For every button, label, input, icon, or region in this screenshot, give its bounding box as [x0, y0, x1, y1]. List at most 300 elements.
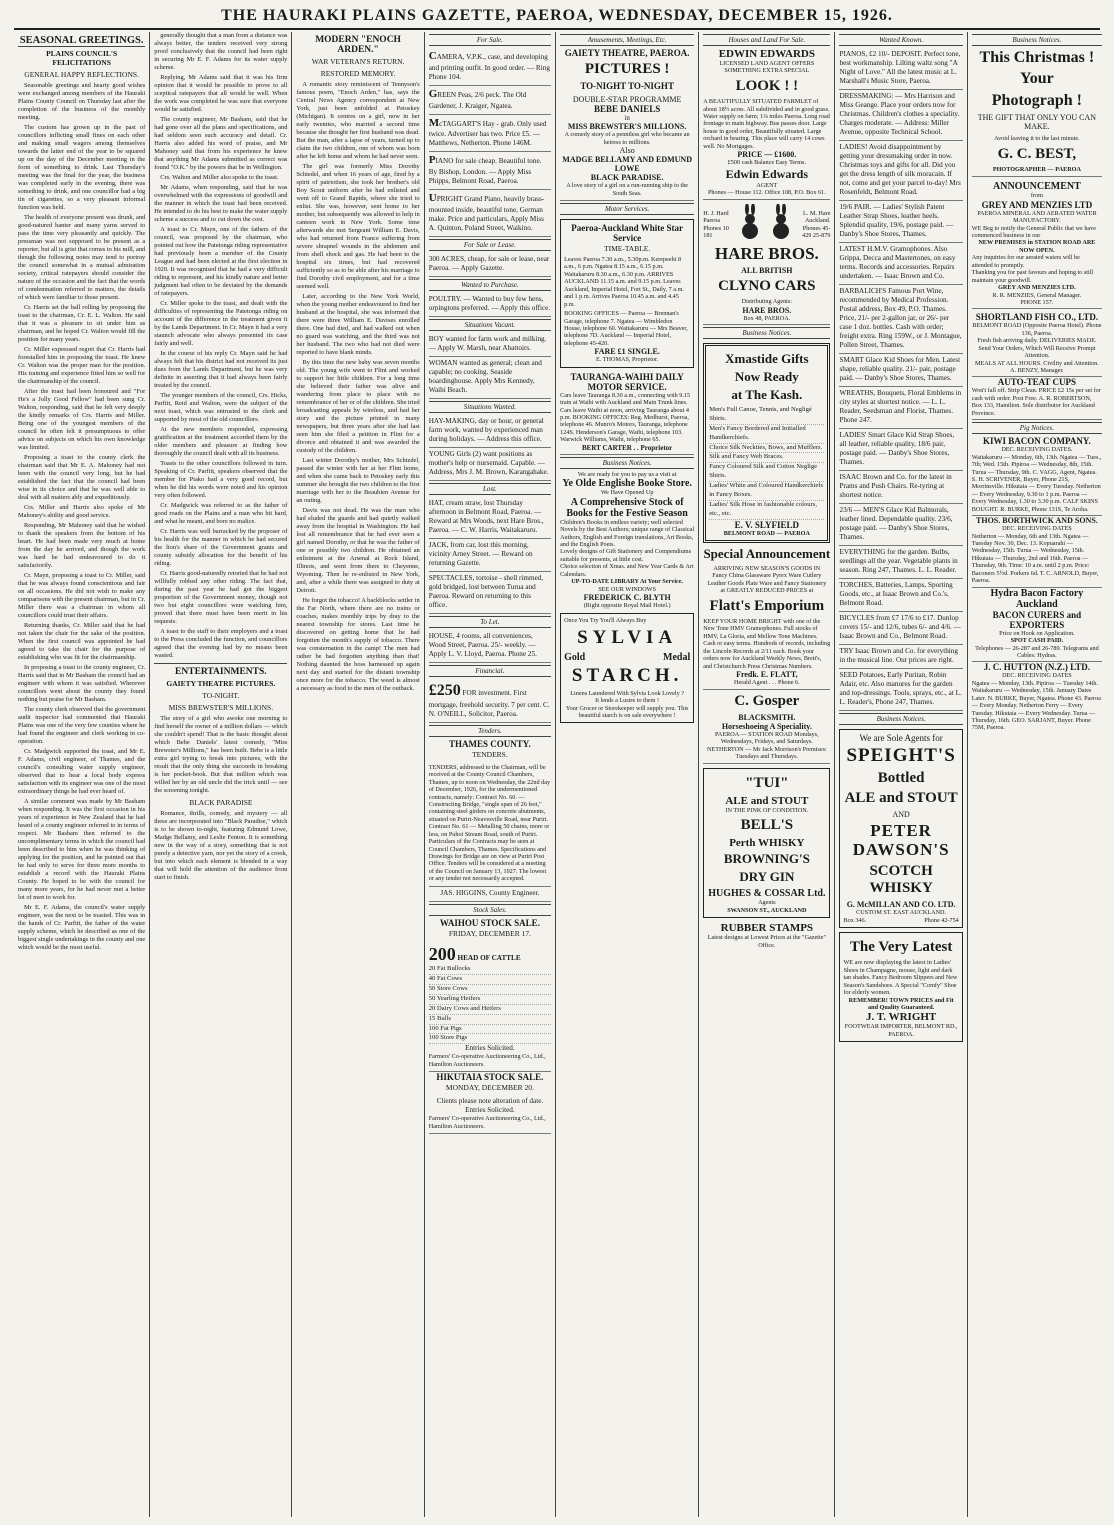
footwear-importer: FOOTWEAR IMPORTER, BELMONT RD., PAEROA. — [844, 1023, 958, 1038]
box-number: Box 346. — [843, 916, 867, 924]
ale-and-stout: ALE and STOUT — [844, 790, 958, 807]
phone-157: PHONE 157. — [972, 299, 1102, 309]
woman-ad: WOMAN wanted as general; clean and capable; no cooking. Seaside boardinghouse. Apply Mrs Kennedy, Waihi Beach. — [429, 357, 551, 399]
enoch-arden-body — [296, 81, 419, 693]
seasonal-article-body — [18, 82, 145, 952]
to-let-heading: To Let. — [429, 616, 551, 628]
classified-ad: DRESSMAKING: — Mrs Harrison and Miss Geange. Place your orders now for Christmas. Children's clothes a speciality. Charges moderate. — Address: Miller Avenue, opposite Technical School. — [839, 90, 962, 141]
herald-agent: Herald Agent . . . Phone 6. — [703, 679, 830, 689]
paragraph: Replying, Mr Adams said that it was his firm opinion that it would be possible to prove to all sceptical ratepayers that all would be well. When the work was completed he was sure that everyone would be satisfied. — [154, 74, 288, 113]
farmers-coop: Farmers' Co-operative Auctioneering Co., Ltd., Hamilton Auctioneers. — [428, 1115, 546, 1130]
edwin-edwards-title: EDWIN EDWARDS — [718, 48, 815, 60]
list-item: 15 Bulls — [429, 1015, 551, 1025]
phone-number: Phone 42-754 — [924, 916, 959, 924]
paragraph: He forgot the tobacco! A backblocks settler in the Far North, where there are no trains or coaches, makes monthly trips by dray to the nearest township for stores. Last time he discovered on getting home that he had forgotten the month's supply of tobacco. There was consternation in the camp! The men had rather be had forgotten anything than that! Nothing daunted the boss harnessed up again next day and started for the distant township once more for the tobacco. The weed is almost a necessary as food to the men of the outback. — [296, 597, 420, 692]
flatt-name: Fredk. E. FLATT, — [736, 670, 798, 680]
classified-ad: TRY Isaac Brown and Co. for everything in the musical line. Our prices are right. — [839, 645, 962, 669]
tenders-heading: Tenders. — [429, 725, 551, 737]
gold-label: Gold — [564, 651, 586, 663]
dropcap: G — [428, 87, 438, 100]
now-ready: Now Ready — [734, 369, 799, 385]
list-item: 50 Yearling Heifers — [429, 995, 551, 1005]
kash-list — [709, 406, 824, 520]
greatly-reduced: at GREATLY REDUCED PRICES at — [720, 587, 814, 595]
bells-brand: BELL'S — [740, 817, 794, 834]
bottled: Bottled — [877, 769, 925, 786]
paragraph: Davis was not dead. He was the man who had eluded the guards and had quietly walked away from the hospital in Washington. He had lost all remembrance that he had ever seen a girl named Dorothy, or that he was the father of one or possibly two children. He obtained an enlistment at the Arsenal at Rock Island, Illinois, and went from there to Cheyenne, Wyoming. Then he re-enlisted in New York, and, after a while there was assigned to duty at Detroit. — [296, 507, 420, 594]
dropcap: U — [428, 192, 437, 204]
rubber-stamps-text: Latest designs at Lowest Prices at the "Gazette" Office. — [707, 934, 826, 949]
black-paradise-heading: BLACK PARADISE — [189, 798, 253, 807]
mcmillan: G. McMILLAN AND CO. LTD. — [846, 900, 956, 910]
wright-name: J. T. WRIGHT — [865, 1011, 937, 1024]
monday-date: MONDAY, DECEMBER 20. — [445, 1083, 534, 1093]
for-sale-heading: For Sale. — [429, 34, 551, 46]
love-story: A love story of a girl on a run-running ship to the South Seas. — [560, 182, 694, 201]
licensed-agent: LICENSED LAND AGENT OFFERS SOMETHING EXTRA SPECIAL — [719, 60, 815, 75]
avoid-leaving: Avoid leaving it to the last minute. — [994, 135, 1080, 143]
white-star-box — [560, 219, 694, 368]
ad-text: FOR investment. First mortgage, freehold security. 7 per cent. C. N. O'NEILL, Solicitor, Paeroa. — [428, 688, 550, 718]
edwards-phones: Phones — House 112. Office 108, P.O. Box 61. — [703, 189, 830, 199]
kash-ad — [703, 343, 830, 543]
xmas-cards: Choice selection of Xmas. and New Year Cards & Art Calendars. — [560, 563, 694, 578]
paragraph: Returning thanks, Cr. Miller said that he had not taken the chair for the sake of the position. When the first council was appointed he had agreed to take the chair for the purpose of establishing who was fit for the chairmanship. — [18, 622, 146, 661]
ready-text: We are ready for you to pay us a visit at — [577, 470, 677, 478]
tui-brand: "TUI" — [745, 774, 789, 791]
pig-notices-heading: Pig Notices. — [972, 422, 1102, 434]
classified-ad: PIANOS, £2 10/- DEPOSIT. Perfect tone, best workmanship. Lilting waltz song "A Night of Love." All the latest music at L. Marshall's Music Store, Paeroa. — [839, 48, 962, 90]
kiwi-bacon: KIWI BACON COMPANY. — [983, 436, 1091, 447]
list-item: Fancy Coloured Silk and Cotton Neglige Shirts. — [709, 463, 824, 482]
hydra-telephones: Telephones — 26-287 and 26-789. Telegrams and Cables: Hydras. — [972, 645, 1102, 663]
gift-line: THE GIFT THAT ONLY YOU CAN MAKE. — [977, 113, 1097, 132]
classified-ad: SEED Potatoes, Early Puritan, Robin Adair, etc. Also manures for the garden and top-dressings. Tools, sprays, etc., at L. L. Reader's, Phone 247, Thames. — [839, 669, 962, 711]
jack-ad: JACK, from car, lost this morning, vicinity Arney Street. — Reward on returning Gazette. — [429, 539, 551, 572]
dec-receiving-3: DEC. RECEIVING DATES — [1002, 672, 1072, 680]
hare-bros-logo: HARE BROS. — [714, 243, 819, 263]
haymaking-ad: HAY-MAKING, day or hour, or general farm work, wanted by experienced man during holidays. — Address this office. — [429, 415, 551, 448]
classified-ad — [429, 190, 551, 237]
fresh-fish: Fresh fish arriving daily. DELIVERIES MADE. Send Your Orders, Which Will Receive Prompt Attention. — [977, 337, 1097, 360]
paragraph: Cr. Miller expressed regret that Cr. Harris had forestalled him in proposing the toast. He knew Cr. Walton was the proper man for the position. His training and experience fitted him so well for the chairmanship of the council. — [18, 346, 146, 385]
list-item: 40 Fat Cows — [429, 975, 551, 985]
column-5 — [556, 32, 699, 1517]
shortland-fish: SHORTLAND FISH CO., LTD. — [975, 312, 1099, 323]
paragraph: The story of a girl who awoke one morning to find herself the owner of a million dollars — which she couldn't spend! That is the basic thought about which Bebe Daniels' latest comedy, "Miss Brewster's Millions," has been built. Bebe is a little extra girl trying to break into pictures, with the result that the only thing she succeeds in breaking is her pocket-book. But that million which was willed her by an old uncle did the trick until — see the screening tonight. — [154, 715, 288, 794]
box-phone-row — [843, 917, 958, 924]
ad-text: cTAGGART'S Hay - grab. Only used twice. Advertiser has two. Price £5. — Matthews, Netherton. Phone 146M. — [428, 119, 547, 148]
lost-heading: Lost. — [429, 483, 551, 495]
madge-edmund: MADGE BELLAMY AND EDMUND LOWE — [562, 155, 692, 174]
cattle-list — [429, 965, 551, 1044]
paragraph: The younger members of the council, Crs. Hicks, Parfitt, Reid and Walton, were the subject of the next toast, which was entrusted to the clerk and supported by most of the old councillors. — [154, 392, 288, 423]
swanson-st: SWANSON ST., AUCKLAND — [727, 906, 807, 914]
kiwi-dates: Waitakaruru — Monday, 6th, 13th. Ngatea — Tues., 7th; Wed. 15th. Pipiroa — Wednesday, 8th, 15th. Turua — Thursday, 9th. C. VAGG, Agent, Ngatea. S. H. SCRIVENER, Buyer, Phone 21S, Morrinsville. Hikutaia — Every Tuesday. Netherton — Every Wednesday, 9.30 to 1 p.m. Paeroa — Every Wednesday, 1.30 to 3.30 p.m. CALF SKINS BOUGHT. R. BURKE, Phone 131S, Te Aroha. — [972, 454, 1102, 517]
inquiries-text: Any inquiries for our aerated waters will be attended to promptly. — [971, 254, 1080, 269]
waihou-heading: WAIHOU STOCK SALE. — [439, 917, 540, 928]
classified-ad: LADIES' Smart Glace Kid Strap Shoes, all leather, reliable quality, 18/6 pair, postage paid. — Danby's Shoe Stores, Thames. — [839, 429, 962, 471]
xmastide-gifts: Xmastide Gifts — [725, 351, 809, 367]
reflections-subtitle: GENERAL HAPPY REFLECTIONS. — [24, 70, 139, 79]
special-announcement: Special Announcement — [703, 546, 831, 562]
classified-ad: EVERYTHING for the garden. Bulbs, seedlings all the year. Vegetable plants in season. Ring 247, Thames. L. L. Reader. — [839, 546, 962, 579]
entertainments-title: ENTERTAINMENTS. — [154, 663, 287, 677]
custom-st: CUSTOM ST. EAST AUCKLAND. — [856, 909, 947, 917]
gaiety-subtitle: GAIETY THEATRE PICTURES. — [166, 679, 276, 688]
pictures-heading: PICTURES ! — [584, 61, 670, 77]
gc-best: G. C. BEST, — [997, 145, 1077, 162]
ad-text: AMERA, V.P.K., case, and developing and printing outfit. In good order. — Ring Phone 104. — [428, 53, 550, 81]
tenders-subheading: TENDERS. — [472, 749, 508, 759]
perth-whisky: Perth WHISKY — [729, 837, 805, 850]
farmlet-price: PRICE — £1600. — [737, 150, 797, 160]
list-item: Ladies' White and Coloured Handkerchiefs in Fancy Boxes. — [709, 482, 824, 501]
sylvia-starch-ad — [560, 613, 694, 723]
hare-bros-illustration — [703, 204, 830, 240]
classified-ad: TORCHES, Batteries, Lamps, Sporting Goods, etc., at Isaac Brown and Co.'s, Belmont Road. — [839, 579, 962, 612]
ad-text: REEN Peas, 2/6 peck. The Old Gardener, J. Kraiger, Ngatea. — [428, 90, 527, 110]
timetable-label: TIME-TABLE. — [604, 244, 651, 253]
paragraph: Last winter Dorothy's mother, Mrs Schiedel, passed the winter with her at her Flint home, and when she came back to Petoskey early this summer she brought the two children to the first marriage with her to the Beaubien Avenue for an outing. — [296, 457, 420, 504]
column-7 — [835, 32, 967, 1517]
cattle-ad — [429, 941, 551, 1073]
dry-gin: DRY GIN — [739, 869, 795, 885]
list-item: Ladies' Silk Hose in fashionable colours, etc., etc. — [709, 501, 824, 520]
all-british: ALL BRITISH — [741, 266, 793, 276]
paragraph: At the new members responded, expressing gratification at the treatment accorded them by the older members and pleasure at finding how thoroughly the council dealt with all its business. — [154, 426, 288, 457]
look-heading: LOOK ! ! — [735, 77, 799, 94]
column-6 — [699, 32, 835, 1517]
classified-ad: SMART Glace Kid Shoes for Men. Latest shape, reliable quality. 21/- pair, postage paid. — Danby's Shoe Stores, Thames. — [839, 354, 962, 387]
paragraph: By this time the new baby was seven months old. The young wife went to Flint and worked to support her little children. For a long time she believed their father was alive and wandering from place to place with no remembrance of her or of the children. She tried broadcasting appeals by wireless, and had her story and the picture printed in many newspapers, but three years after she had last seen him she filed a petition in Flint for a divorce and obtained it and was awarded the custody of the children. — [296, 359, 420, 454]
list-item: 50 Store Cows — [429, 985, 551, 995]
amusements-heading: Amusements, Meetings, Etc. — [560, 34, 694, 46]
fare: FARE £1 SINGLE. — [594, 347, 660, 357]
auto-teat-text: Won't fall off. Strip Clean. PRICE £2 15s per set for cash with order. Post Free. A. R. ROBERTSON, Box 133, Hamilton. Sole distributor for Auckland Province. — [972, 387, 1102, 420]
dec-receiving-2: DEC. RECEIVING DATES — [1002, 525, 1072, 533]
grey-menzies: GREY AND MENZIES LTD — [981, 199, 1093, 210]
farmlet-description: A BEAUTIFULLY SITUATED FARMLET of about 18½ acres. All subdivided and in good grass. Water supply on farm; 1¼ miles Paeroa. Long road frontage to main highway. Bus passes door. Large house in good order, Beautifully situated. Large orchard in bearing. This place will carry 14 cows well. No Mortgages. — [703, 98, 830, 150]
black-paradise: BLACK PARADISE. — [590, 173, 664, 183]
horseshoeing: Horseshoeing A Speciality. — [721, 721, 812, 731]
thanks-text: Thanking you for past favours and hoping to still maintain your goodwill. — [971, 269, 1094, 284]
netherton-premises: NETHERTON — Mr Jack Morrison's Premises: Tuesdays and Thursdays. — [703, 746, 830, 764]
distributing-agents: Distributing Agents: — [741, 298, 793, 306]
town-prices: REMEMBER! TOWN PRICES and Fit and Quality Guaranteed. — [848, 996, 954, 1012]
comedy-blurb: A comedy story of a penniless girl who became an heiress to millions. — [564, 131, 690, 146]
paragraph: Proposing a toast to the county clerk the chairman said that Mr E. A. Mahoney had not been with the council very long, but he had established the fact that the council had been wise in its choice and that he was well able to deal with all matters ably and expeditiously. — [18, 454, 146, 501]
speights-ad — [839, 729, 962, 928]
black-paradise-body — [154, 810, 287, 882]
library: UP-TO-DATE LIBRARY At Your Service. — [571, 578, 684, 586]
millions-heading: MISS BREWSTER'S MILLIONS. — [168, 703, 274, 712]
ad-text: IANO for sale cheap. Beautiful tone. By Bishop, London. — Apply Miss Phipps, Belmont Road, Paeroa. — [428, 157, 542, 185]
meals-all-hours: MEALS AT ALL HOURS. Civility and Attention. A. BENZY, Manager. — [972, 360, 1102, 378]
shoes-text: WE are now displaying the latest in Ladies' Shoes in Champagne, mouse, light and dark tan shades. Fancy Bedroom Slippers and New Season's Sandshoes. A Special "Comfy" Shoe for elderly women. — [843, 959, 958, 997]
farmers-coop: Farmers' Co-operative Auctioneering Co., Ltd., Hamilton Auctioneers. — [428, 1053, 546, 1068]
in-label: in — [624, 114, 630, 123]
scotch-whisky: SCOTCH WHISKY — [869, 862, 933, 897]
opened-up: We Have Opened Up — [600, 489, 654, 497]
houses-land-heading: Houses and Land For Sale. — [703, 34, 830, 46]
and-label: AND — [892, 810, 910, 820]
friday-date: FRIDAY, DECEMBER 17. — [448, 928, 531, 938]
sole-agents: We are Sole Agents for — [859, 733, 943, 743]
blyth-address: (Right opposite Royal Mail Hotel.) — [583, 602, 671, 609]
station-road: PAEROA — STATION ROAD Mondays, Wednesdays, Fridays, and Saturdays. — [715, 730, 819, 746]
classified-ad: 23/6 — MEN'S Glace Kid Balmorals, leather lined. Dependable quality. 23/6, postage paid. — Danby's Shoe Stores, Thames. — [839, 504, 962, 546]
booking-offices: BOOKING OFFICES — Paeroa — Brennan's Garage, telephone 7. Ngatea — Wimbledon House, telephone 60. Waitakaruru — Mrs Beaver, telephone 7D. Auckland — Imperial Hotel, telephone 45-420. — [564, 310, 688, 347]
list-item: 20 Dairy Cows and Heifers — [429, 1005, 551, 1015]
classified-ad: 19/6 PAIR. — Ladies' Stylish Patent Leather Strap Shoes, leather heels. Splendid quality, 19/6, postage paid. — Danby's Shoe Stores, Thames. — [839, 201, 962, 243]
childrens-books: Children's Books in endless variety; well selected Novels by the Best Authors; unique range of Classical Authors, English and Foreign translations, Art Books, and the English Poets. — [560, 518, 695, 548]
dropcap: M — [428, 116, 440, 129]
paragraph: Cr. Madgwick supported the toast, and Mr E. F. Adams, civil engineer, of Thames, and the council's consulting water supply engineer, observed that to hear a local body express satisfaction with its engineer was one of the most extraordinary things he had ever heard of. — [18, 748, 146, 795]
auto-teat-cups: AUTO-TEAT CUPS — [997, 377, 1077, 388]
paragraph: Cr. Harris set the ball rolling by proposing the toast to the chairman, Cr. E. L. Walton. He said that it was a pleasure to sit under him as chairman, and he hoped Cr. Walton would fill the position for many years. — [18, 304, 146, 343]
at-the-kash: at The Kash. — [731, 387, 803, 403]
hare-icon — [769, 204, 793, 240]
spot-cash: SPOT CASH PAID. — [1010, 637, 1064, 645]
council-subtitle: PLAINS COUNCIL'S FELICITATIONS — [46, 49, 118, 67]
financial-heading: Financial. — [429, 665, 551, 677]
paragraph: The custom has grown up in the past of councillors inflicting small fines on each other and making small wagers among themselves towards the latter end of the year to be squared up on the day of the December meeting in the form of something to drink. Last Thursday's meeting was the final for the year, the business was completed early in the evening, there was something to drink, and one councillor had a big tin of cigarettes, so a very pleasant informal function was held. — [18, 124, 146, 211]
starch-label: STARCH. — [571, 664, 683, 686]
house-ad: HOUSE, 4 rooms, all conveniences, Wood Street, Paeroa. 25/- weekly. — Apply L. V. Lloyd, Paeroa. Phone 25. — [429, 630, 551, 663]
wanted-known-heading: Wanted Known. — [839, 34, 962, 46]
classified-ad — [429, 115, 551, 153]
hare-box: Box 48, PAEROA. — [703, 315, 830, 325]
acres-ad: 300 ACRES, cheap, for sale or lease, near Paeroa. — Apply Gazette. — [429, 253, 551, 277]
gaiety-theatre: GAIETY THEATRE, PAEROA. — [564, 48, 690, 58]
comprehensive-stock: A Comprehensive Stock of Books for the Festive Season — [566, 496, 688, 519]
classified-ad — [429, 152, 551, 190]
list-item: Men's Fancy Bordered and Initialled Handkerchiefs. — [709, 425, 824, 444]
paragraph: A toast to Cr. Mayn, one of the fathers of the council, was proposed by the chairman, who pointed out how the Patetonga riding representative had previously been a member of the County League and had been elected at the first election in 1920. It was recognised that he had a very difficult riding to represent, and his kindly nature and better judgment had often to be deviated by the demands of ratepayers. — [154, 226, 288, 297]
paragraph: A toast to the staff to their employers and a toast to the Press concluded the function, and councillors agreed that the evening had by no means been wasted. — [154, 628, 288, 659]
list-item: 100 Fat Pigs — [429, 1025, 551, 1035]
stock-sales-heading: Stock Sales. — [429, 904, 551, 916]
masthead: THE HAURAKI PLAINS GAZETTE, PAEROA, WEDNESDAY, DECEMBER 15, 1926. — [14, 4, 1100, 30]
business-notices-heading: Business Notices. — [560, 457, 694, 469]
tonight: TO-NIGHT TO-NIGHT — [580, 81, 674, 92]
dropcap: P — [428, 154, 436, 167]
price-on-hook: Price on Hook on Application. — [999, 629, 1075, 637]
photographer: PHOTOGRAPHER — PAEROA — [972, 166, 1102, 177]
announcement: ANNOUNCEMENT — [993, 181, 1081, 193]
millions-title: MISS BREWSTER'S MILLIONS. — [567, 122, 687, 132]
paragraph: Mr E. F. Adams, the council's water supply engineer, was the next to be toasted. This was in the hands of Cr. Parfitt, the father of the water supply scheme, which he described as one of the biggest single undertakings in the county and one which would be the most useful. — [18, 904, 146, 951]
business-notices-heading: Business Notices. — [839, 713, 962, 725]
paragraph: The health of everyone present was drunk, and good-natured banter and many yarns served to pass the time very pleasantly and quickly. The pressman was not supposed to be present as a reporter, but all is grist that comes to his mill, and though the following notes may tend to portray the council somewhat in a mutual admiration society, critical ratepayers should consider the nature of the occasion and the fact that the words of condemnation referred to matters, the details of which were familiar to those present. — [18, 214, 146, 301]
brownings-brand: BROWNING'S — [723, 851, 810, 867]
list-item: Choice Silk Neckties, Bows, and Mufflers. — [709, 444, 824, 454]
grocer-text: Your Grocer or Storekeeper will supply you. This beautiful starch is on sale everywhere ! — [565, 704, 689, 719]
entries-solicited: Entries Solicited. — [465, 1106, 515, 1115]
sylvia-brand: SYLVIA — [577, 626, 678, 648]
seasonal-greetings-title: SEASONAL GREETINGS. — [19, 35, 144, 46]
situations-vacant-heading: Situations Vacant. — [429, 319, 551, 331]
paragraph: Cr. Mayn, proposing a toast to Cr. Miller, said that he was always found conscientious and fair on all occasions. He did not wish to make any comparisons with the present chairman, but in Cr. Miller there was a chairman in whom all councillors could trust their affairs. — [18, 572, 146, 619]
slyfield-address: BELMONT ROAD — PAEROA — [723, 529, 810, 537]
paragraph: Mr Adams, when responding, said that he was overwhelmed with the expressions of goodwill and the manner in which the toast had been received. He intended to do his best to make the water supply scheme a success and to cut down the cost. — [154, 184, 288, 223]
paragraph: Responding, Mr Mahoney said that he wished to thank the speakers from the bottom of his heart. He had been made very much at home from the day he arrived, and though the work was hard he had endeavoured to do it satisfactorily. — [18, 522, 146, 569]
shortland-address: BELMONT ROAD (Opposite Paeroa Hotel). Phone 136, Paeroa. — [972, 322, 1102, 337]
young-girls-ad: YOUNG Girls (2) want positions as mother's help or nursemaid. Capable. — Address, Mrs J. M. Brown, Karangahake. — [429, 448, 551, 481]
hare-icon — [738, 204, 762, 240]
your-label: Your — [1020, 70, 1054, 88]
paragraph: Toasts to the other councillors followed in turn. Speaking of Cr. Parfitt, speakers observed that the member for Piako had a very good record, but when he did his words were noted and his opinion very often followed. — [154, 460, 288, 499]
borthwick-dates: Netherton — Monday, 6th and 13th. Ngatea — Tuesday Nov. 30, Dec. 13. Kopuarahi — Wednesday, 15th. Turua — Wednesday, 15th. Hikutaia — Thursday, 2nd and 16th. Paeroa — Thursday, 9th. Time: 10 a.m. until 2 p.m. Price: Baconers 5½d. Porkers 6d. T. C. ARNOLD, Buyer, Paeroa. — [972, 533, 1102, 588]
seasonal-article-continued — [154, 32, 287, 660]
lustre-text: It lends a Lustre to them ! — [595, 697, 660, 705]
olde-englishe-booke: Ye Olde Englishe Booke Store. — [562, 478, 692, 490]
ad-text: PRIGHT Grand Piano, heavily brass-mounted inside, beautiful tone, German make. Price and particulars, Apply Miss A. Quinton, Poland Street, Waikino. — [428, 195, 545, 232]
motor-services-heading: Motor Services. — [560, 203, 694, 215]
paragraph: Seasonable greetings and hearty good wishes were exchanged among members of the Hauraki Plains County Council on Thursday last after the completion of the business of the monthly meeting. — [18, 82, 146, 121]
paragraph: Cr. Madgwick was referred to as the father of good roads on the Plains and a man who hit hard, and what he meant, and bore no malice. — [154, 502, 288, 525]
ale-stout: ALE and STOUT — [725, 794, 809, 807]
gosper-name: C. Gosper — [734, 692, 800, 709]
list-item: Men's Full Canoe, Tennis, and Negligé Shirts. — [709, 406, 824, 425]
poultry-ad: POULTRY. — Wanted to buy few hens, orpingtons preferred. — Apply this office. — [429, 293, 551, 317]
boy-ad: BOY wanted for farm work and milking. — Apply W. Marsh, near Abattoirs. — [429, 333, 551, 357]
agent-label: AGENT — [756, 181, 778, 189]
balance-terms: £500 cash Balance Easy Terms. — [727, 159, 806, 167]
enoch-arden-title: MODERN "ENOCH ARDEN." — [315, 35, 401, 55]
bacon-curers: BACON CURERS and EXPORTERS — [992, 609, 1082, 630]
lm-hare-contact: L. M. Hare Auckland. Phones 45-429 25-879 — [802, 209, 831, 240]
speights-brand: SPEIGHT'S — [846, 745, 956, 766]
entries-solicited: Entries Solicited. — [465, 1044, 515, 1053]
cattle-count: 200 — [428, 943, 456, 964]
paragraph: The girl was formerly Miss Dorothy Schiedel, and when 16 years of age, fired by a spirit of patriotism, she took her brother's old Boy Scout uniform after he had enlisted and went off to Grand Rapids, where she tried to enlist. She was, however, sent home to her mother, but subsequently was allowed to help in canteen work in New York. Some time afterwards she met Sergeant William E. Davis, who had returned from France suffering from severe shrapnel wounds in the abdomen and from shell shock and gas. He had been to the hospital six times, but had recovered sufficiently so as to be able after his marriage to find Dorothy civil employment, and for a time seemed well. — [296, 163, 420, 290]
this-christmas: This Christmas ! — [979, 49, 1095, 66]
business-notices-heading: Business Notices. — [703, 327, 830, 339]
tui-ale-ad — [703, 768, 830, 919]
thomas-proprietor: E. THOMAS, Proprietor. — [596, 356, 659, 364]
business-notices-heading: Business Notices. — [972, 34, 1102, 46]
arriving: ARRIVING NEW SEASON'S GOODS IN — [713, 565, 821, 573]
financial-ad — [429, 679, 551, 723]
gift-stationery: Lovely designs of Gift Stationery and Compendiums suitable for presents, at little cost. — [560, 548, 692, 563]
column-2 — [150, 32, 292, 1517]
column-3 — [292, 32, 424, 1517]
gold-medal-row — [564, 652, 690, 663]
column-4 — [425, 32, 556, 1517]
paragraph: Crs. Miller and Harris also spoke of Mr Mahoney's ability and good service. — [18, 504, 146, 519]
paragraph: Romance, thrills, comedy, and mystery — all these are incorporated into "Black Paradise," which is to be shown to-night, featuring Edmund Lowe, Madge Bellamy, and Leslie Fenton. It is something new in the way of a story, something that is not purely a detective yarn, nor yet the story of a crook, but into which each element is blended in a way that will hold the attention of the audience from start to finish. — [154, 810, 288, 881]
column-1 — [14, 32, 150, 1517]
paragraph: After the toast had been honoured and "For He's a Jolly Good Fellow" had been sung Cr. Walton, responding, said that he felt very deeply the kindly remarks of Crs. Harris and Miller. Being one of the youngest members of the council he often felt it presumptuous to offer advice on subjects on which his own knowledge was limited. — [18, 388, 146, 451]
classified-ad: LADIES! Avoid disappointment by getting your dressmaking order in now. Christmas toys and gifts for all. Did you get the dress length of silk moracain. If not, come and get your parcel to-day! Mrs Rosenfeldt, Belmont Road. — [839, 141, 962, 201]
agents-label: Agents — [758, 899, 776, 907]
borthwick-sons: THOS. BORTHWICK AND SONS. — [976, 516, 1098, 526]
spectacles-ad: SPECTACLES, tortoise - shell rimmed, gold bridged, lost between Turua and Paeroa. Reward on returning to this office. — [429, 572, 551, 614]
once-you-try: Once You Try You'll Always Buy — [564, 617, 647, 625]
hikutaia-ad — [429, 1095, 551, 1134]
peter-dawsons: PETER DAWSON'S — [852, 821, 950, 860]
hikutaia-heading: HIKUTAIA STOCK SALE. — [436, 1072, 544, 1083]
flatts-emporium: Flatt's Emporium — [709, 597, 825, 614]
wanted-purchase-heading: Wanted to Purchase. — [429, 279, 551, 291]
hare-bros-name: HARE BROS. — [742, 305, 792, 315]
paragraph: Cr. Harris was well barracked by the proposer of his health for the manner in which he had secured the lion's share of the Government grants and county subsidy allocation for the benefit of his riding. — [154, 528, 288, 567]
clients-note: Clients please note alteration of date. — [436, 1097, 544, 1106]
medal-label: Medal — [663, 651, 691, 663]
pink-condition: IN THE PINK OF CONDITION. — [725, 806, 809, 814]
paragraph: The county engineer, Mr Basham, said that he had gone over all the plans and specifications, and had seldom seen such accuracy and detail. Cr. Harris also added his word of praise, and Mr Mahoney said that from his experience he knew that anything Mr Adams submitted as correct was found "O.K." by the powers that be in Wellington. — [154, 116, 288, 171]
very-latest: The Very Latest — [849, 939, 953, 956]
paragraph: In the course of his reply Cr. Mayn said he had always felt that his district had not received its just dues from the Lands Department, but he was very definite in asserting that it had always been fairly treated by the council. — [154, 350, 288, 389]
see-windows: SEE OUR WINDOWS — [598, 585, 656, 593]
white-star-title: Paeroa-Auckland White Star Service — [571, 223, 683, 243]
notify-text: WE Beg to notify the General Public that we have commenced business in our — [971, 224, 1097, 240]
bebe-daniels: BEBE DANIELS — [594, 104, 661, 115]
hughes-cossar: HUGHES & COSSAR Ltd. — [708, 888, 826, 900]
linens-text: Linens Laundered With Sylvia Look Lovely ? — [570, 689, 684, 697]
paragraph: generally thought that a man from a distance was always better, the tenders received very strong proof conclusively that the council had been right in securing Mr E. F. Adams for its water supply scheme. — [154, 32, 288, 71]
double-star: DOUBLE-STAR PROGRAMME — [572, 95, 682, 105]
list-item: 20 Fat Bullocks — [429, 965, 551, 975]
classified-ad: ISAAC Brown and Co. for the latest in Prams and Push Chairs. Re-tyring at shortest notice. — [839, 471, 962, 504]
situations-wanted-heading: Situations Wanted. — [429, 401, 551, 413]
column-8 — [968, 32, 1106, 1517]
paragraph: Crs. Walton and Miller also spoke to the toast. — [160, 174, 279, 181]
classified-ad — [429, 48, 551, 86]
columns — [14, 32, 1106, 1517]
paragraph: A similar comment was made by Mr Basham when responding. It was the first occasion in his years of experience in New Zealand that he had heard of a county engineer referred to in terms of respect. Mr Basham then referred to the uncomplimentary terms in which the council had been described to him when he was thinking of applying for the position, and he pointed out that he had only to serve for three more months to establish a record with the Hauraki Plains County. He hoped to be with the council for many more years, for he had never met a better lot of men to work for. — [18, 798, 146, 901]
wright-footwear-ad — [839, 932, 962, 1042]
paragraph: Cr. Harris good-naturedly retorted that he had not willfully robbed any other riding. The fact that, during the past year he had got the biggest proportion of the Government money, though not two but eight councillors were watching him, proved that there must have been merit in his requests. — [154, 570, 288, 625]
tender-text: TENDERS, addressed to the Chairman, will be received at the County Council Chambers, Thames, up to noon on Wednesday, the 22nd day of December, 1926, for the undermentioned contracts, namely: Contract No. 60. — Constructing Bridge, "single span of 26 feet," containing steel girders on concrete abutments, situated on Puriri-Neavesville Road, near Puriri. Contract No. 61 — Metalling 50 chains, more or less, on Puhoi Stream Road, south of Puriri. Particulars of the Contracts may be seen at Council Chambers, Thames. Specifications and Drawings for Bridge are on view at Puriri Post Office. Tenders will be considered at a meeting of the Council on January 13, 1927. The lowest or any tender not necessarily accepted. — [429, 762, 551, 887]
entertainments-body — [154, 715, 287, 795]
slyfield-name: E. V. SLYFIELD — [734, 519, 800, 530]
classified-ad: BICYCLES from £7 17/6 to £17. Dunlop covers 15/- and 12/6, tubes 6/- and 4/6. — Isaac Brown and Co., Belmont Road. — [839, 612, 962, 645]
paragraph: The county clerk observed that the government audit inspector had commented that Hauraki Plains was one of the very few counties where he had found the engineer and clerk working in co-operation. — [18, 706, 146, 745]
restored-memory-subtitle: RESTORED MEMORY. — [320, 69, 396, 78]
tender-signature: JAS. HIGGINS, County Engineer. — [429, 887, 551, 902]
classified-ad: LATEST H.M.V. Gramophones. Also Grippa, Decca and Mastertones, on easy terms. Records and accessories. Repairs undertaken. — Isaac Brown and Co. — [839, 243, 962, 285]
amount: £250 — [428, 681, 461, 699]
for-sale-lease-heading: For Sale or Lease. — [429, 239, 551, 251]
classified-ad — [429, 86, 551, 115]
grey-menzies-ltd: GREY AND MENZIES LTD. — [998, 284, 1076, 292]
tauranga-waihi-title: TAURANGA-WAIHI DAILY MOTOR SERVICE. — [570, 371, 684, 392]
bert-carter: BERT CARTER . . Proprietor — [560, 444, 694, 455]
dec-receiving: DEC. RECEIVING DATES. — [1001, 446, 1073, 454]
tonight-subtitle: TO-NIGHT. — [202, 691, 240, 700]
hydra-bacon: Hydra Bacon Factory Auckland — [990, 587, 1084, 610]
hutton-ltd: J. C. HUTTON (N.Z.) LTD. — [983, 662, 1091, 673]
edwin-edwards-sign: Edwin Edwards — [725, 166, 809, 181]
timetable-text: Leaves Paeroa 7.30 a.m., 5.30p.m. Kerepeehi 8 a.m., 6 p.m. Ngatea 8.15 a.m., 6.15 p.m. Waitakaruru 8.30 a.m., 6.30 p.m. ARRIVES AUCKLAND 11.15 a.m. and 9.15 p.m. Leaves Auckland, Imperial Hotel, Fort St., Daily, 7 a.m. and 1 p.m. Arrives Paeroa 10.45 a.m. and 4.45 p.m. — [564, 256, 684, 308]
dropcap: C — [428, 50, 437, 62]
paragraph: In proposing a toast to the county engineer, Cr. Harris said that in Mr Basham the council had an engineer with whom it was satisfied. Wherever councillors went about the county they found nothing but praise for Mr Basham. — [18, 664, 146, 703]
new-premises: NEW PREMISES in STATION ROAD ARE NOW OPEN. — [978, 239, 1096, 254]
mineral-water: PAEROA MINERAL AND AERATED WATER MANUFACTORY. — [977, 209, 1097, 225]
thames-county: THAMES COUNTY. — [449, 738, 531, 749]
blyth-name: FREDERICK C. BLYTH — [583, 593, 671, 602]
clyno-cars: CLYNO CARS — [718, 278, 816, 295]
rubber-stamps: RUBBER STAMPS — [720, 922, 814, 935]
hj-hare-contact: H. J. Hard Paeroa Phones 10 181 — [703, 209, 729, 240]
hat-ad: HAT, cream straw, lost Thursday afternoon in Belmont Road, Paeroa. — Reward at Mrs Woods, next Hare Bros., Paeroa. — C. W. Harris, Waitakaruru. — [429, 497, 551, 539]
tauranga-waihi-text: Cars leave Tauranga 8.30 a.m., connecting with 9.15 train at Waihi with Auckland and Main Trunk lines. Cars leave Waihi at noon, arriving Tauranga about 4 p.m. BOOKING OFFICES: Reg. Medhurst, Paeroa, telephone 46. Munro's Motors, Tauranga, telephone 124S. Henderson's Garage, Waihi, telephone 103. Warwick Williams, Waihi, telephone 65. — [560, 391, 691, 444]
rr-menzies: R. R. MENZIES, General Manager. — [992, 291, 1082, 299]
classified-ad: WREATHS, Bouquets, Floral Emblems in city styles at shortest notice. — L. L. Reader, Seedsman and Florist, Thames. Phone 247. — [839, 387, 962, 429]
